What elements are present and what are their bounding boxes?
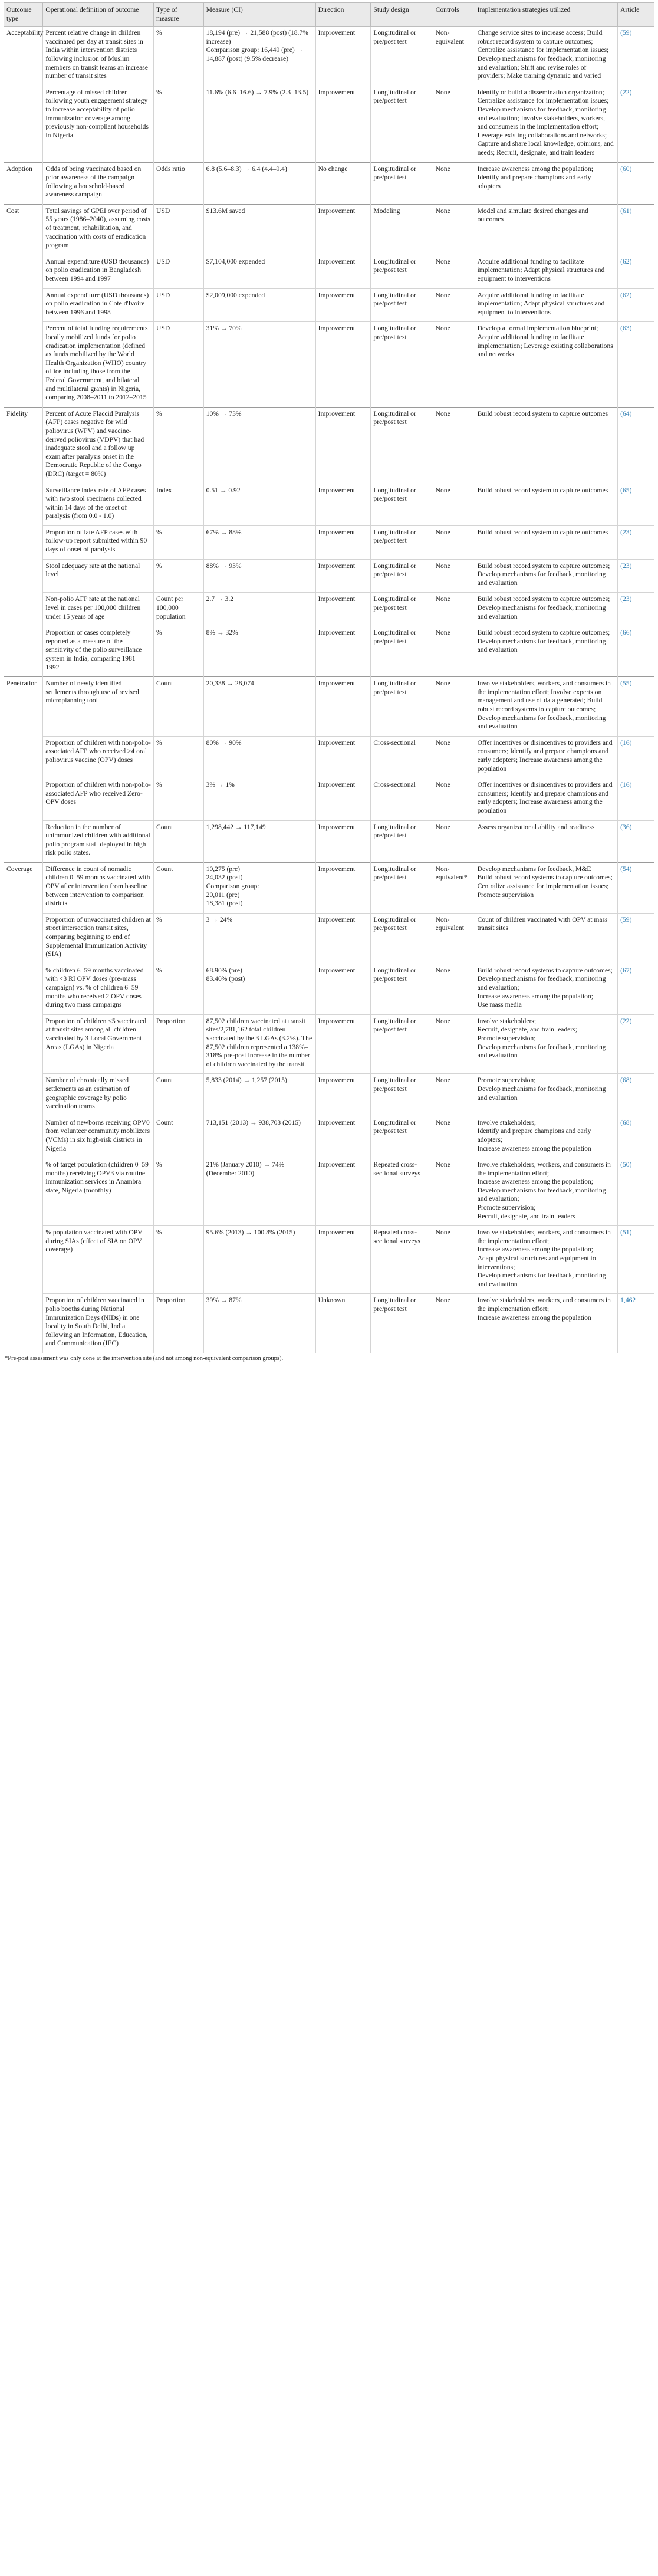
cell-outcome-type-empty [4,913,43,964]
cell-controls: None [433,86,475,162]
cell-study-design: Repeated cross-sectional surveys [371,1226,433,1294]
cell-study-design: Longitudinal or pre/post test [371,559,433,593]
cell-article[interactable]: (22) [618,86,654,162]
cell-study-design: Longitudinal or pre/post test [371,27,433,86]
cell-controls: None [433,1158,475,1226]
cell-study-design: Longitudinal or pre/post test [371,1116,433,1158]
cell-definition: Odds of being vaccinated based on prior awareness of the campaign following a household-based awareness campaign [43,162,154,204]
table-row [4,677,654,737]
table-row [4,964,654,1014]
cell-definition: % children 6–59 months vaccinated with <3 RI OPV doses (pre-mass campaign) vs. % of children 6–59 months who received 2 OPV doses during two mass campaigns [43,964,154,1014]
cell-definition: Percent of Acute Flaccid Paralysis (AFP) cases negative for wild poliovirus (WPV) and vaccine-derived poliovirus (VDPV) that had inadequate stool and a follow up exam after paralysis onset in the Democratic Republic of the Congo (DRC) (target = 80%) [43,407,154,484]
table-row [4,204,654,255]
cell-article[interactable]: (50) [618,1158,654,1226]
cell-outcome-type-empty [4,1158,43,1226]
cell-direction: Improvement [315,778,371,820]
cell-direction: Improvement [315,1158,371,1226]
cell-definition: Percentage of missed children following youth engagement strategy to increase acceptability of polio immunization coverage among previously non-compliant households in Nigeria. [43,86,154,162]
cell-definition: Number of chronically missed settlements as an estimation of geographic coverage by polio vaccination teams [43,1074,154,1116]
cell-article[interactable]: (66) [618,626,654,677]
cell-direction: Improvement [315,1074,371,1116]
cell-strategies: Identify or build a dissemination organization; Centralize assistance for implementation issues; Develop mechanisms for feedback, monitoring and evaluation; Involve stakeholders, workers, and consumers in the implementation effort; Leverage existing collaborations and networks; Capture and share local knowledge, opinions, and needs; Recruit, designate, and train leaders [475,86,618,162]
cell-measure-type: Count [154,820,204,862]
cell-definition: Proportion of children with non-polio-associated AFP who received ≥4 oral poliovirus vaccine (OPV) doses [43,736,154,778]
cell-measure-type: % [154,778,204,820]
header-study-design: Study design [371,3,433,27]
cell-article[interactable]: (68) [618,1074,654,1116]
cell-measure: 21% (January 2010) → 74% (December 2010) [203,1158,315,1226]
cell-direction: Improvement [315,322,371,407]
cell-measure: 20,338 → 28,074 [203,677,315,737]
cell-strategies: Count of children vaccinated with OPV at mass transit sites [475,913,618,964]
cell-definition: Percent of total funding requirements locally mobilized funds for polio eradication implementation (defined as funds mobilized by the World Health Organization (WHO) country office including those from the Federal Government, and bilateral and multilateral grants) in Nigeria, comparing 2008–2011 to 2012–2015 [43,322,154,407]
cell-direction: No change [315,162,371,204]
cell-outcome-type-empty [4,322,43,407]
cell-direction: Improvement [315,1014,371,1074]
cell-measure-type: % [154,964,204,1014]
cell-direction: Improvement [315,484,371,525]
cell-article[interactable]: (62) [618,288,654,322]
cell-article[interactable]: (61) [618,204,654,255]
cell-article[interactable]: (23) [618,559,654,593]
table-row [4,626,654,677]
cell-direction: Improvement [315,525,371,559]
outcomes-table [4,2,654,1353]
cell-measure-type: Count [154,862,204,913]
table-row [4,255,654,288]
cell-strategies: Promote supervision; Develop mechanisms for feedback, monitoring and evaluation [475,1074,618,1116]
cell-direction: Improvement [315,407,371,484]
cell-article[interactable]: (59) [618,913,654,964]
cell-direction: Improvement [315,1116,371,1158]
cell-measure: 95.6% (2013) → 100.8% (2015) [203,1226,315,1294]
cell-measure-type: % [154,626,204,677]
cell-controls: None [433,820,475,862]
table-body [4,27,654,1353]
cell-measure-type: Proportion [154,1014,204,1074]
table-row [4,1158,654,1226]
cell-controls: None [433,255,475,288]
cell-strategies: Build robust record system to capture outcomes [475,484,618,525]
cell-article[interactable]: (16) [618,736,654,778]
cell-controls: None [433,559,475,593]
cell-study-design: Longitudinal or pre/post test [371,1294,433,1353]
cell-study-design: Cross-sectional [371,778,433,820]
cell-definition: Proportion of cases completely reported as a measure of the sensitivity of the polio surveillance system in India, comparing 1981–1992 [43,626,154,677]
cell-definition: Proportion of unvaccinated children at street intersection transit sites, comparing beginning to end of Supplemental Immunization Activity (SIA) [43,913,154,964]
cell-direction: Improvement [315,1226,371,1294]
cell-measure: $13.6M saved [203,204,315,255]
cell-direction: Improvement [315,593,371,626]
table-row [4,27,654,86]
cell-controls: None [433,322,475,407]
cell-measure: $7,104,000 expended [203,255,315,288]
cell-controls: Non-equivalent [433,913,475,964]
cell-outcome-type-empty [4,1294,43,1353]
cell-measure-type: % [154,1226,204,1294]
header-outcome-type: Outcome type [4,3,43,27]
table-row [4,862,654,913]
cell-study-design: Longitudinal or pre/post test [371,86,433,162]
cell-measure-type: Count [154,677,204,737]
cell-outcome-type: Coverage [4,862,43,913]
cell-outcome-type-empty [4,484,43,525]
cell-definition: Total savings of GPEI over period of 55 years (1986–2040), assuming costs of treatment, rehabilitation, and vaccination with costs of eradication program [43,204,154,255]
table-row [4,736,654,778]
cell-measure: $2,009,000 expended [203,288,315,322]
cell-measure: 10% → 73% [203,407,315,484]
cell-definition: Proportion of late AFP cases with follow-up report submitted within 90 days of onset of paralysis [43,525,154,559]
cell-definition: Stool adequacy rate at the national level [43,559,154,593]
table-row [4,778,654,820]
cell-outcome-type-empty [4,559,43,593]
cell-definition: Proportion of children vaccinated in polio booths during National Immunization Days (NIDs) in one locality in South Delhi, India following an Information, Education, and Communication (IEC) [43,1294,154,1353]
footnote: *Pre-post assessment was only done at the intervention site (and not among non-equivalent comparison groups). [5,1355,284,1362]
cell-strategies: Increase awareness among the population; Identify and prepare champions and early adopters [475,162,618,204]
cell-controls: None [433,1074,475,1116]
cell-study-design: Longitudinal or pre/post test [371,1014,433,1074]
cell-controls: None [433,677,475,737]
cell-study-design: Longitudinal or pre/post test [371,593,433,626]
cell-measure: 3% → 1% [203,778,315,820]
cell-measure: 11.6% (6.6–16.6) → 7.9% (2.3–13.5) [203,86,315,162]
cell-strategies: Build robust record system to capture outcomes; Develop mechanisms for feedback, monitoring and evaluation [475,626,618,677]
cell-direction: Improvement [315,27,371,86]
table-row [4,1116,654,1158]
cell-definition: Percent relative change in children vaccinated per day at transit sites in India within intervention districts following inclusion of Muslim members on transit teams an increase number of transit sites [43,27,154,86]
table-row [4,288,654,322]
cell-article[interactable]: (23) [618,593,654,626]
cell-article[interactable]: (64) [618,407,654,484]
cell-study-design: Longitudinal or pre/post test [371,288,433,322]
cell-outcome-type-empty [4,626,43,677]
cell-direction: Improvement [315,913,371,964]
cell-study-design: Longitudinal or pre/post test [371,964,433,1014]
header-row [4,3,654,27]
cell-direction: Improvement [315,964,371,1014]
cell-controls: None [433,626,475,677]
cell-direction: Improvement [315,204,371,255]
cell-article[interactable]: (36) [618,820,654,862]
cell-controls: None [433,204,475,255]
cell-measure: 0.51 → 0.92 [203,484,315,525]
header-strategies: Implementation strategies utilized [475,3,618,27]
cell-measure-type: % [154,27,204,86]
cell-definition: % of target population (children 0–59 months) receiving OPV3 via routine immunization services in Anambra state, Nigeria (monthly) [43,1158,154,1226]
cell-controls: Non-equivalent* [433,862,475,913]
cell-measure: 2.7 → 3.2 [203,593,315,626]
cell-controls: None [433,1014,475,1074]
cell-strategies: Develop a formal implementation blueprint; Acquire additional funding to facilitate implementation; Leverage existing collaborations and networks [475,322,618,407]
cell-measure-type: % [154,559,204,593]
cell-measure: 87,502 children vaccinated at transit sites/2,781,162 total children vaccinated by the 3 LGAs (3.2%). The 87,502 children represented a 138%–318% pre-post increase in the number of children vaccinated by the transit. [203,1014,315,1074]
cell-controls: Non-equivalent [433,27,475,86]
cell-outcome-type-empty [4,1116,43,1158]
cell-article[interactable]: (16) [618,778,654,820]
cell-measure-type: % [154,913,204,964]
cell-measure: 88% → 93% [203,559,315,593]
cell-study-design: Longitudinal or pre/post test [371,913,433,964]
table-row [4,820,654,862]
cell-outcome-type: Penetration [4,677,43,737]
cell-strategies: Build robust record system to capture outcomes; Develop mechanisms for feedback, monitoring and evaluation [475,559,618,593]
cell-study-design: Repeated cross-sectional surveys [371,1158,433,1226]
cell-outcome-type-empty [4,1014,43,1074]
cell-study-design: Longitudinal or pre/post test [371,255,433,288]
table-row [4,593,654,626]
cell-measure-type: USD [154,322,204,407]
cell-direction: Improvement [315,677,371,737]
cell-article[interactable]: (62) [618,255,654,288]
cell-strategies: Model and simulate desired changes and outcomes [475,204,618,255]
table-row [4,162,654,204]
cell-definition: Proportion of children with non-polio-associated AFP who received Zero-OPV doses [43,778,154,820]
cell-measure: 6.8 (5.6–8.3) → 6.4 (4.4–9.4) [203,162,315,204]
cell-definition: Number of newborns receiving OPV0 from volunteer community mobilizers (VCMs) in six high-risk districts in Nigeria [43,1116,154,1158]
cell-direction: Improvement [315,86,371,162]
cell-measure: 3 → 24% [203,913,315,964]
header-article: Article [618,3,654,27]
cell-measure-type: Count per 100,000 population [154,593,204,626]
cell-strategies: Acquire additional funding to facilitate implementation; Adapt physical structures and equipment to interventions [475,255,618,288]
cell-measure: 1,298,442 → 117,149 [203,820,315,862]
cell-strategies: Build robust record system to capture outcomes [475,525,618,559]
cell-controls: None [433,778,475,820]
cell-direction: Improvement [315,862,371,913]
cell-controls: None [433,1294,475,1353]
cell-strategies: Offer incentives or disincentives to providers and consumers; Identify and prepare champions and early adopters; Increase awareness among the population [475,778,618,820]
cell-study-design: Longitudinal or pre/post test [371,484,433,525]
cell-measure-type: Odds ratio [154,162,204,204]
cell-strategies: Involve stakeholders; Identify and prepare champions and early adopters; Increase awareness among the population [475,1116,618,1158]
cell-measure-type: Count [154,1074,204,1116]
cell-definition: Non-polio AFP rate at the national level in cases per 100,000 children under 15 years of age [43,593,154,626]
cell-article[interactable]: (63) [618,322,654,407]
cell-measure-type: % [154,1158,204,1226]
cell-article[interactable]: (65) [618,484,654,525]
cell-strategies: Acquire additional funding to facilitate implementation; Adapt physical structures and equipment to interventions [475,288,618,322]
cell-outcome-type-empty [4,820,43,862]
cell-controls: None [433,484,475,525]
cell-strategies: Change service sites to increase access; Build robust record system to capture outcomes; Centralize assistance for implementation issues; Develop mechanisms for feedback, monitoring and evaluation; Shift and revise roles of providers; Make training dynamic and varied [475,27,618,86]
cell-study-design: Longitudinal or pre/post test [371,677,433,737]
cell-definition: Proportion of children <5 vaccinated at transit sites among all children vaccinated by 3 Local Government Areas (LGAs) in Nigeria [43,1014,154,1074]
cell-outcome-type: Acceptability [4,27,43,86]
table-row [4,86,654,162]
cell-controls: None [433,162,475,204]
cell-measure: 39% → 87% [203,1294,315,1353]
cell-measure-type: % [154,407,204,484]
cell-controls: None [433,525,475,559]
cell-strategies: Build robust record system to capture outcomes; Develop mechanisms for feedback, monitoring and evaluation [475,593,618,626]
cell-definition: Annual expenditure (USD thousands) on polio eradication in Cote d'Ivoire between 1996 and 1998 [43,288,154,322]
table-row [4,1074,654,1116]
cell-outcome-type-empty [4,1074,43,1116]
cell-outcome-type-empty [4,255,43,288]
cell-article[interactable]: 1,462 [618,1294,654,1353]
table-row [4,407,654,484]
cell-measure: 8% → 32% [203,626,315,677]
cell-outcome-type-empty [4,964,43,1014]
cell-measure: 713,151 (2013) → 938,703 (2015) [203,1116,315,1158]
cell-strategies: Involve stakeholders, workers, and consumers in the implementation effort; Involve experts on management and use of data generated; Build robust record systems to capture outcomes; Develop mechanisms for feedback, monitoring and evaluation [475,677,618,737]
cell-direction: Improvement [315,559,371,593]
cell-study-design: Longitudinal or pre/post test [371,820,433,862]
cell-article[interactable]: (60) [618,162,654,204]
cell-strategies: Involve stakeholders, workers, and consumers in the implementation effort; Increase awareness among the population [475,1294,618,1353]
cell-outcome-type-empty [4,736,43,778]
cell-definition: Surveillance index rate of AFP cases with two stool specimens collected within 14 days of the onset of paralysis (from 0.0 - 1.0) [43,484,154,525]
cell-outcome-type: Adoption [4,162,43,204]
cell-strategies: Assess organizational ability and readiness [475,820,618,862]
cell-direction: Improvement [315,288,371,322]
cell-article[interactable]: (59) [618,27,654,86]
table-row [4,1294,654,1353]
cell-controls: None [433,1116,475,1158]
cell-measure: 10,275 (pre) 24,032 (post) Comparison group: 20,011 (pre) 18,381 (post) [203,862,315,913]
cell-article[interactable]: (54) [618,862,654,913]
cell-study-design: Longitudinal or pre/post test [371,525,433,559]
cell-measure-type: USD [154,255,204,288]
cell-study-design: Modeling [371,204,433,255]
cell-study-design: Longitudinal or pre/post test [371,407,433,484]
cell-controls: None [433,288,475,322]
cell-outcome-type-empty [4,86,43,162]
cell-measure: 18,194 (pre) → 21,588 (post) (18.7% increase) Comparison group: 16,449 (pre) → 14,887 (post) (9.5% decrease) [203,27,315,86]
table-row [4,1014,654,1074]
cell-definition: Annual expenditure (USD thousands) on polio eradication in Bangladesh between 1994 and 1997 [43,255,154,288]
cell-study-design: Longitudinal or pre/post test [371,322,433,407]
cell-measure-type: % [154,525,204,559]
cell-outcome-type-empty [4,525,43,559]
cell-measure-type: USD [154,204,204,255]
cell-strategies: Involve stakeholders; Recruit, designate, and train leaders; Promote supervision; Develop mechanisms for feedback, monitoring and evaluation [475,1014,618,1074]
cell-article[interactable]: (23) [618,525,654,559]
cell-article[interactable]: (51) [618,1226,654,1294]
cell-measure: 31% → 70% [203,322,315,407]
cell-article[interactable]: (67) [618,964,654,1014]
cell-direction: Improvement [315,820,371,862]
cell-study-design: Longitudinal or pre/post test [371,626,433,677]
cell-outcome-type-empty [4,1226,43,1294]
cell-study-design: Longitudinal or pre/post test [371,862,433,913]
cell-strategies: Build robust record system to capture outcomes [475,407,618,484]
table-row [4,913,654,964]
header-controls: Controls [433,3,475,27]
cell-measure-type: Count [154,1116,204,1158]
cell-measure-type: % [154,736,204,778]
header-definition: Operational definition of outcome [43,3,154,27]
cell-strategies: Develop mechanisms for feedback, M&E Build robust record systems to capture outcomes; Centralize assistance for implementation issues; Promote supervision [475,862,618,913]
cell-strategies: Involve stakeholders, workers, and consumers in the implementation effort; Increase awareness among the population; Develop mechanisms for feedback, monitoring and evaluation; Promote supervision; Recruit, designate, and train leaders [475,1158,618,1226]
cell-definition: Reduction in the number of unimmunized children with additional polio program staff deployed in high risk polio states. [43,820,154,862]
cell-study-design: Longitudinal or pre/post test [371,162,433,204]
cell-controls: None [433,1226,475,1294]
cell-strategies: Involve stakeholders, workers, and consumers in the implementation effort; Increase awareness among the population; Adapt physical structures and equipment to interventions; Develop mechanisms for feedback, monitoring and evaluation [475,1226,618,1294]
cell-outcome-type: Cost [4,204,43,255]
cell-outcome-type-empty [4,778,43,820]
cell-measure: 80% → 90% [203,736,315,778]
cell-measure: 67% → 88% [203,525,315,559]
cell-article[interactable]: (55) [618,677,654,737]
cell-controls: None [433,736,475,778]
cell-direction: Improvement [315,626,371,677]
table-row [4,559,654,593]
cell-strategies: Offer incentives or disincentives to providers and consumers; Identify and prepare champions and early adopters; Increase awareness among the population [475,736,618,778]
cell-measure-type: Proportion [154,1294,204,1353]
header-direction: Direction [315,3,371,27]
cell-measure-type: % [154,86,204,162]
cell-measure-type: Index [154,484,204,525]
cell-measure: 68.90% (pre) 83.40% (post) [203,964,315,1014]
table-row [4,525,654,559]
cell-controls: None [433,407,475,484]
cell-outcome-type: Fidelity [4,407,43,484]
cell-definition: % population vaccinated with OPV during SIAs (effect of SIA on OPV coverage) [43,1226,154,1294]
cell-direction: Improvement [315,736,371,778]
cell-definition: Difference in count of nomadic children 0–59 months vaccinated with OPV after intervention from baseline between intervention to comparison districts [43,862,154,913]
cell-measure-type: USD [154,288,204,322]
cell-controls: None [433,593,475,626]
cell-article[interactable]: (22) [618,1014,654,1074]
cell-study-design: Cross-sectional [371,736,433,778]
cell-outcome-type-empty [4,593,43,626]
table-row [4,1226,654,1294]
cell-measure: 5,833 (2014) → 1,257 (2015) [203,1074,315,1116]
cell-direction: Improvement [315,255,371,288]
cell-definition: Number of newly identified settlements through use of revised microplanning tool [43,677,154,737]
header-measure: Measure (CI) [203,3,315,27]
cell-article[interactable]: (68) [618,1116,654,1158]
header-measure-type: Type of measure [154,3,204,27]
table-row [4,322,654,407]
cell-study-design: Longitudinal or pre/post test [371,1074,433,1116]
table-row [4,484,654,525]
cell-strategies: Build robust record systems to capture outcomes; Develop mechanisms for feedback, monitoring and evaluation; Increase awareness among the population; Use mass media [475,964,618,1014]
cell-controls: None [433,964,475,1014]
cell-direction: Unknown [315,1294,371,1353]
cell-outcome-type-empty [4,288,43,322]
